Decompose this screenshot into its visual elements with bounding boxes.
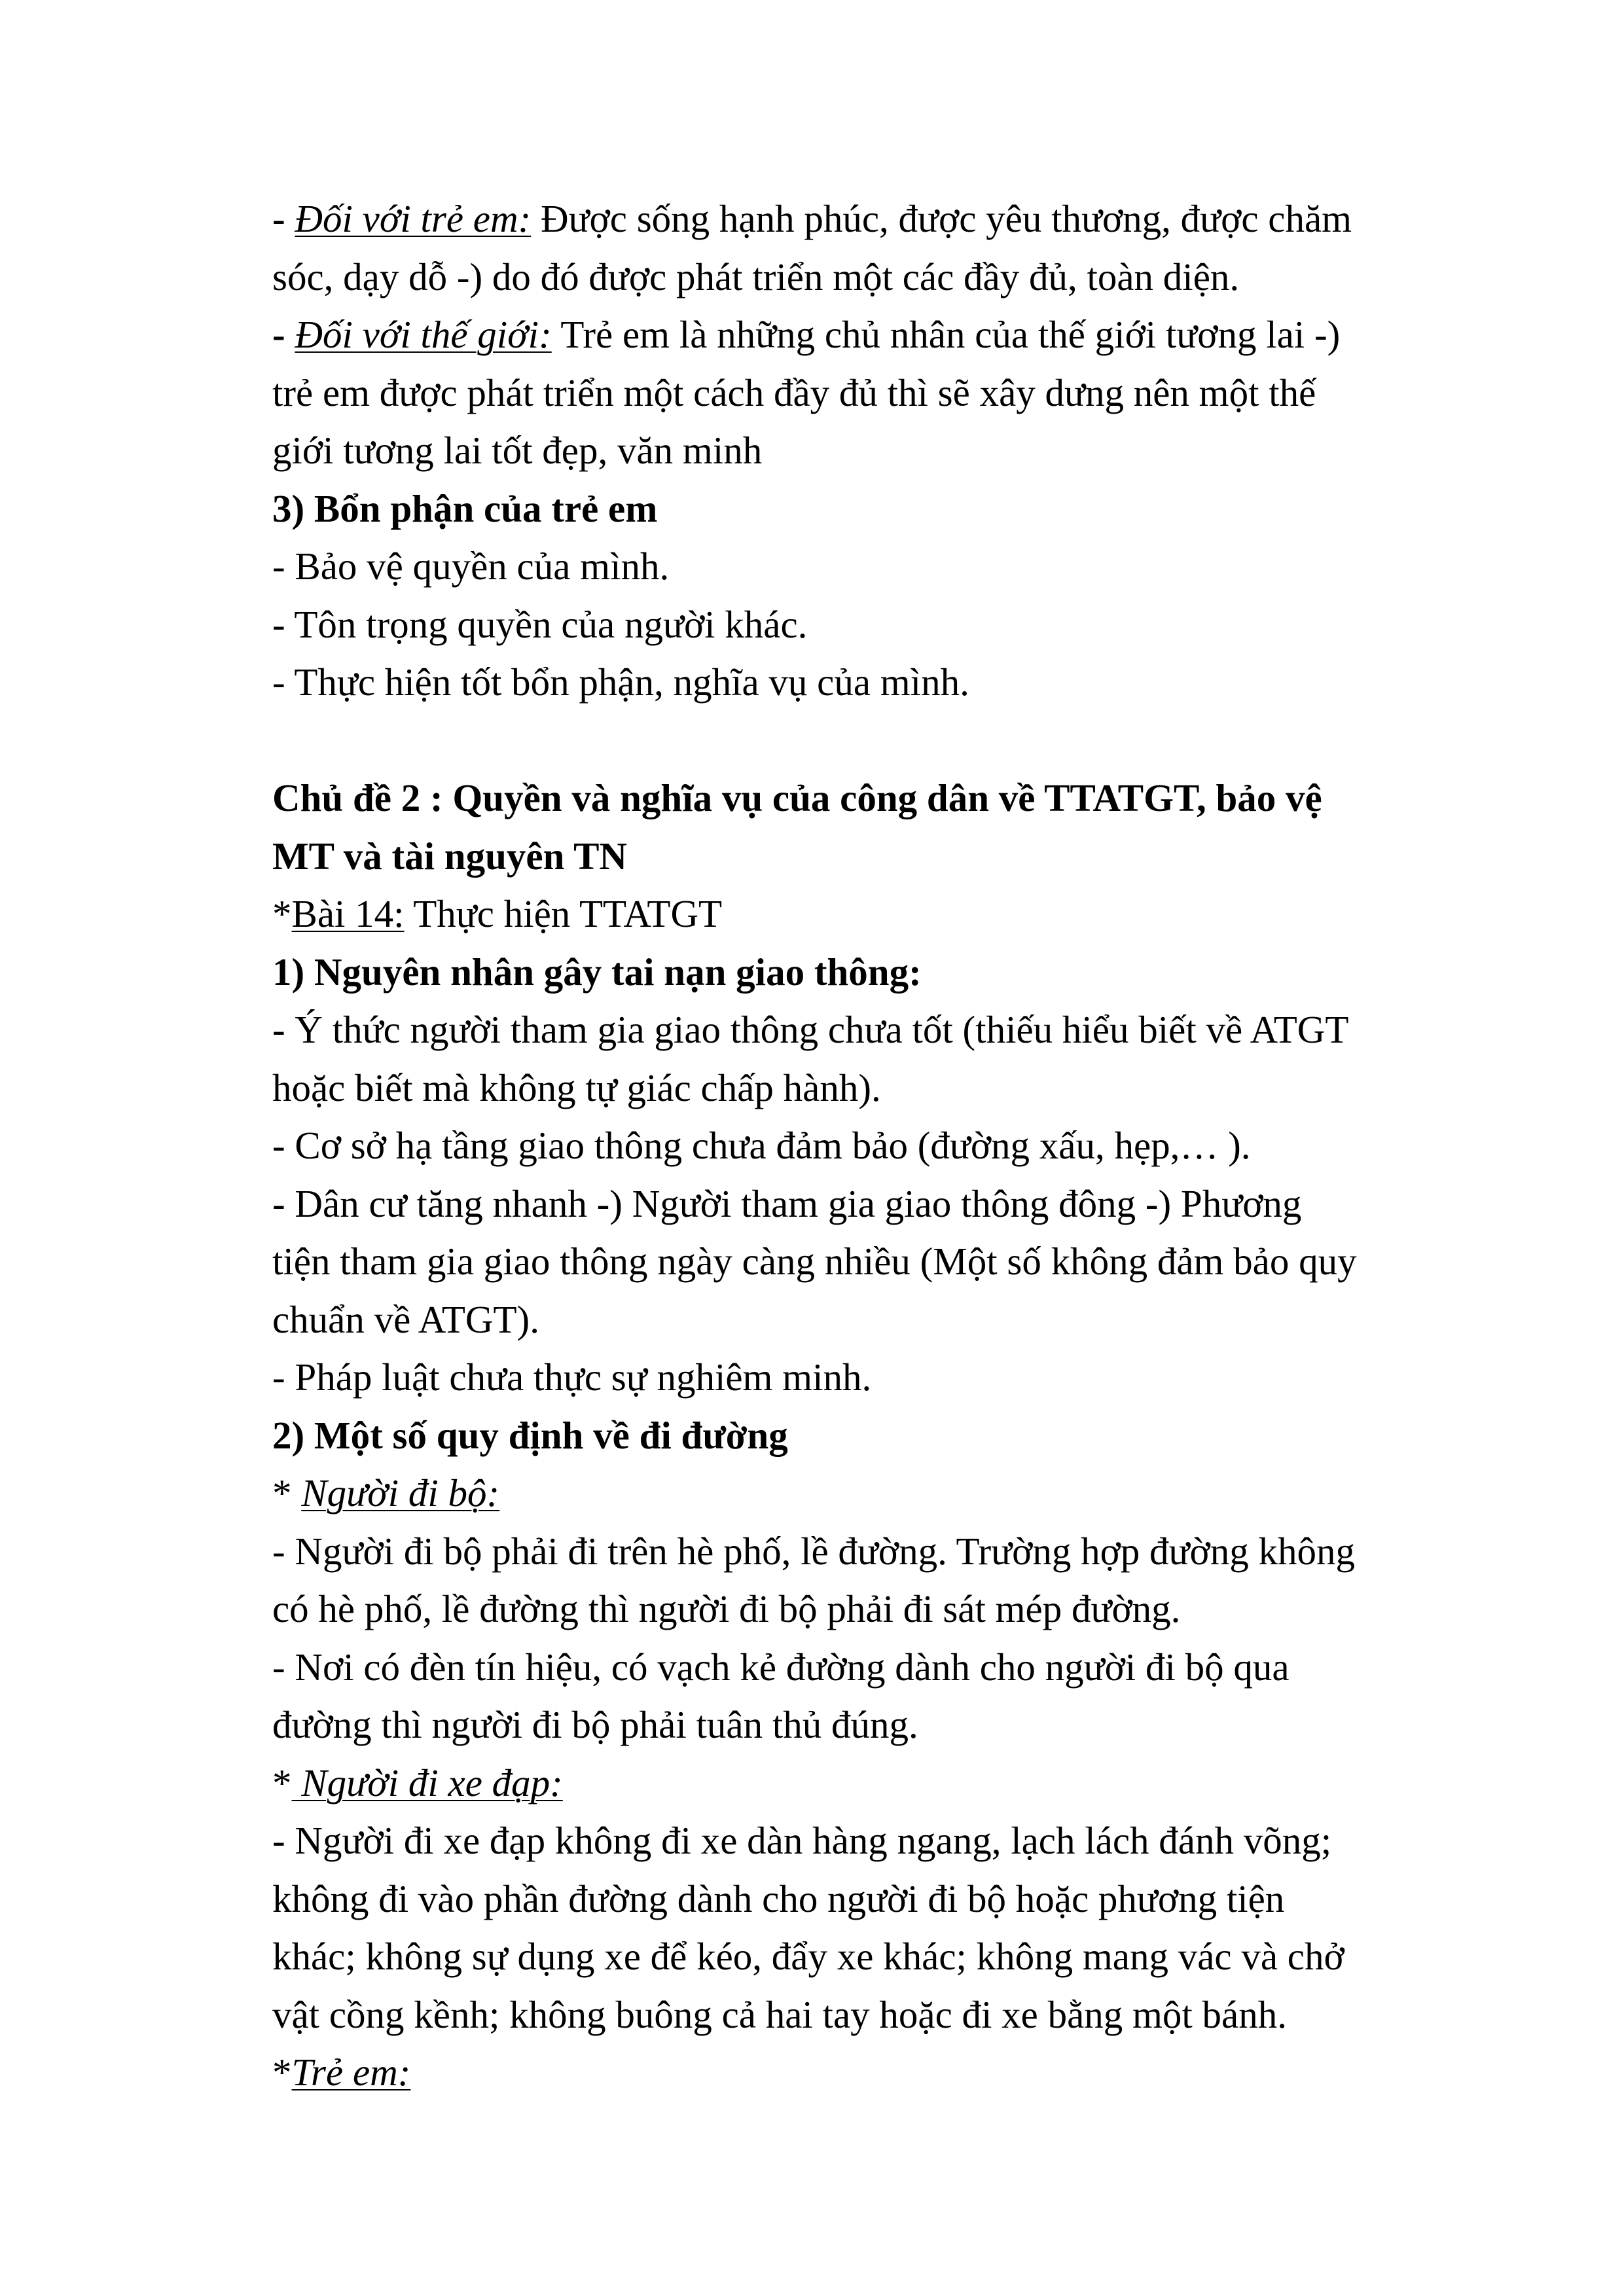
pedestrian-label: Người đi bộ: (301, 1471, 500, 1515)
causes-line: - Ý thức người tham gia giao thông chưa tốt (thiếu hiểu biết về ATGT (272, 1008, 1349, 1051)
world-line-2: trẻ em được phát triển một cách đầy đủ thì sẽ xây dưng nên một thế (272, 370, 1316, 414)
cyclist-heading (272, 1754, 1516, 1812)
paragraph-gap (272, 711, 1516, 770)
cyclist-line: khác; không sự dụng xe để kéo, đẩy xe khác; không mang vác và chở (272, 1935, 1344, 1978)
children-label: Đối với trẻ em: (295, 197, 532, 240)
cyclist-line: không đi vào phần đường dành cho người đi bộ hoặc phương tiện (272, 1876, 1285, 1920)
cyclist-line: vật cồng kềnh; không buông cả hai tay hoặc đi xe bằng một bánh. (272, 1992, 1287, 2036)
cyclist-line: - Người đi xe đạp không đi xe dàn hàng ngang, lạch lách đánh võng; (272, 1819, 1332, 1862)
children-prefix: * (272, 2051, 292, 2094)
causes-line: - Cơ sở hạ tầng giao thông chưa đảm bảo (đường xấu, hẹp,… ). (272, 1124, 1251, 1167)
children-line-1: - Đối với trẻ em: Được sống hạnh phúc, được yêu thương, được chăm (272, 197, 1352, 240)
pedestrian-prefix: * (272, 1471, 302, 1515)
pedestrian-line: - Nơi có đèn tín hiệu, có vạch kẻ đường dành cho người đi bộ qua (272, 1645, 1290, 1689)
pedestrian-line: - Người đi bộ phải đi trên hè phố, lề đường. Trường hợp đường không (272, 1529, 1355, 1573)
cyclist-label: Người đi xe đạp: (291, 1761, 563, 1804)
causes-heading: 1) Nguyên nhân gây tai nạn giao thông: (272, 950, 922, 994)
children-line-2: sóc, dạy dỗ -) do đó được phát triển một các đầy đủ, toàn diện. (272, 255, 1240, 298)
duties-heading: 3) Bổn phận của trẻ em (272, 486, 658, 530)
document-body (272, 190, 1516, 2102)
world-label: Đối với thế giới: (295, 313, 552, 356)
causes-line: chuẩn về ATGT). (272, 1297, 539, 1341)
pedestrian-line: đường thì người đi bộ phải tuân thủ đúng. (272, 1703, 918, 1746)
lesson-title: Thực hiện TTATGT (404, 892, 723, 935)
duty-item: - Thực hiện tốt bổn phận, nghĩa vụ của mình. (272, 660, 969, 704)
cyclist-prefix: * (272, 1761, 292, 1804)
rules-heading: 2) Một số quy định về đi đường (272, 1413, 788, 1457)
causes-line: hoặc biết mà không tự giác chấp hành). (272, 1066, 881, 1109)
causes-line: tiện tham gia giao thông ngày càng nhiều (Một số không đảm bảo quy (272, 1240, 1357, 1283)
children-rule-heading (272, 2043, 1516, 2102)
world-line-3: giới tương lai tốt đẹp, văn minh (272, 429, 763, 472)
duty-item: - Tôn trọng quyền của người khác. (272, 602, 808, 646)
causes-line: - Pháp luật chưa thực sự nghiêm minh. (272, 1355, 872, 1399)
topic2-heading-2: MT và tài nguyên TN (272, 834, 628, 878)
causes-line: - Dân cư tăng nhanh -) Người tham gia giao thông đông -) Phương (272, 1181, 1302, 1225)
children-text-1: Được sống hạnh phúc, được yêu thương, được chăm (531, 197, 1352, 240)
world-line-1: - Đối với thế giới: Trẻ em là những chủ nhân của thế giới tương lai -) (272, 313, 1341, 356)
lesson-line (272, 885, 1516, 943)
children-rule-label: Trẻ em: (291, 2051, 411, 2094)
duty-item: - Bảo vệ quyền của mình. (272, 545, 670, 588)
world-text-1: Trẻ em là những chủ nhân của thế giới tương lai -) (551, 313, 1341, 356)
lesson-label: Bài 14: (291, 892, 405, 935)
topic2-heading-1: Chủ đề 2 : Quyền và nghĩa vụ của công dân về TTATGT, bảo vệ (272, 776, 1322, 819)
pedestrian-heading (272, 1464, 1516, 1522)
lesson-prefix: * (272, 892, 292, 935)
pedestrian-line: có hè phố, lề đường thì người đi bộ phải đi sát mép đường. (272, 1587, 1181, 1630)
